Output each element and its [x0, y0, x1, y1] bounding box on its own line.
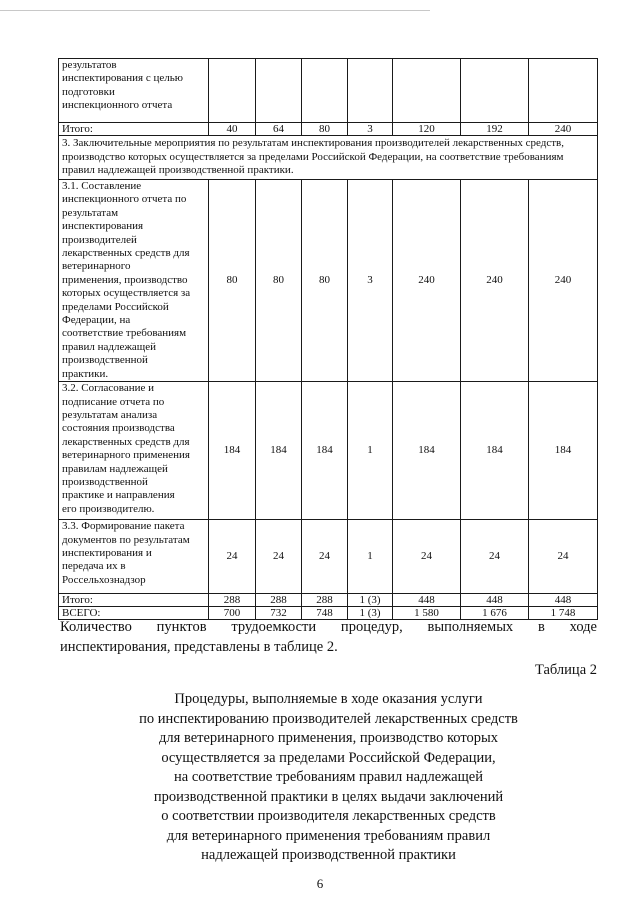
table-row — [59, 59, 598, 123]
value-cell: 184 — [302, 382, 348, 520]
value-cell: 184 — [461, 382, 529, 520]
value-cell: 192 — [461, 123, 529, 136]
value-cell: 120 — [393, 123, 461, 136]
value-cell — [348, 59, 393, 123]
value-cell — [393, 59, 461, 123]
value-cell: 24 — [461, 520, 529, 594]
heading-line: для ветеринарного применения, производство которых — [159, 730, 498, 746]
total-row — [59, 594, 598, 607]
description-cell: результатов инспектирования с целью подготовки инспекционного отчета — [59, 59, 209, 123]
heading-line: на соответствие требованиям правил надлежащей — [174, 769, 483, 785]
heading-line: производственной практики в целях выдачи заключений — [153, 788, 504, 805]
scan-edge-line — [0, 10, 430, 11]
value-cell: 80 — [209, 180, 256, 382]
value-cell: 80 — [302, 123, 348, 136]
description-cell: Итого: — [59, 594, 209, 607]
value-cell: 1 (3) — [348, 607, 393, 620]
paragraph-line-1: Количество пунктов трудоемкости процедур, выполняемых в ходе — [60, 619, 597, 635]
value-cell: 1 676 — [461, 607, 529, 620]
table-row — [59, 180, 598, 382]
value-cell: 1 (3) — [348, 594, 393, 607]
value-cell: 1 748 — [529, 607, 598, 620]
table-body — [59, 59, 598, 620]
section-row — [59, 136, 598, 180]
value-cell — [256, 59, 302, 123]
value-cell: 24 — [393, 520, 461, 594]
value-cell: 184 — [256, 382, 302, 520]
value-cell: 80 — [256, 180, 302, 382]
paragraph-line-2: инспектирования, представлены в таблице 2. — [60, 639, 338, 655]
value-cell — [209, 59, 256, 123]
table-row — [59, 382, 598, 520]
total-row — [59, 123, 598, 136]
value-cell: 184 — [393, 382, 461, 520]
value-cell: 288 — [209, 594, 256, 607]
value-cell: 748 — [302, 607, 348, 620]
value-cell: 24 — [256, 520, 302, 594]
description-cell: 3.3. Формирование пакета документов по результатам инспектирования и передача их в Россельхознадзор — [59, 520, 209, 594]
value-cell: 1 — [348, 382, 393, 520]
value-cell: 448 — [461, 594, 529, 607]
value-cell: 24 — [302, 520, 348, 594]
value-cell: 240 — [461, 180, 529, 382]
value-cell: 184 — [529, 382, 598, 520]
description-cell: 3.2. Согласование и подписание отчета по результатам анализа состояния производства лекарственных средств для ветеринарного применения правилам надлежащей производственной практике и направления его производителю. — [59, 382, 209, 520]
value-cell — [461, 59, 529, 123]
heading-line: осуществляется за пределами Российской Федерации, — [161, 749, 496, 766]
value-cell: 3 — [348, 123, 393, 136]
value-cell: 240 — [393, 180, 461, 382]
value-cell: 1 580 — [393, 607, 461, 620]
value-cell: 288 — [302, 594, 348, 607]
value-cell: 700 — [209, 607, 256, 620]
value-cell — [529, 59, 598, 123]
page-number: 6 — [316, 876, 324, 891]
value-cell: 24 — [529, 520, 598, 594]
value-cell: 24 — [209, 520, 256, 594]
description-cell: ВСЕГО: — [59, 607, 209, 620]
heading-line: для ветеринарного применения требованиям правил — [166, 827, 491, 844]
value-cell: 240 — [529, 180, 598, 382]
table-row — [59, 520, 598, 594]
value-cell: 40 — [209, 123, 256, 136]
description-cell: 3.1. Составление инспекционного отчета по результатам инспектирования производителей лекарственных средств для ветеринарного применения, производство которых осуществляется за пределами Российской Федерации, на соответствие требованиям правил надлежащей производственной практики. — [59, 180, 209, 382]
value-cell: 184 — [209, 382, 256, 520]
value-cell: 448 — [529, 594, 598, 607]
value-cell: 3 — [348, 180, 393, 382]
value-cell: 732 — [256, 607, 302, 620]
value-cell: 1 — [348, 520, 393, 594]
table2-heading — [60, 690, 597, 866]
value-cell: 240 — [529, 123, 598, 136]
description-cell: Итого: — [59, 123, 209, 136]
value-cell: 448 — [393, 594, 461, 607]
value-cell — [302, 59, 348, 123]
heading-line: надлежащей производственной практики — [201, 847, 456, 863]
heading-line: о соответствии производителя лекарственных средств — [161, 808, 496, 824]
table-label: Таблица 2 — [534, 662, 597, 678]
value-cell: 80 — [302, 180, 348, 382]
heading-line: Процедуры, выполняемые в ходе оказания услуги — [174, 691, 483, 707]
heading-line: по инспектированию производителей лекарственных средств — [139, 710, 518, 727]
value-cell: 288 — [256, 594, 302, 607]
section-title-cell: 3. Заключительные мероприятия по результатам инспектирования производителей лекарственных средств, производство которых осуществляется за пределами Российской Федерации, на соответствие требованиям правил надлежащей производственной практики. — [59, 136, 598, 180]
procedures-table — [58, 58, 598, 620]
value-cell: 64 — [256, 123, 302, 136]
